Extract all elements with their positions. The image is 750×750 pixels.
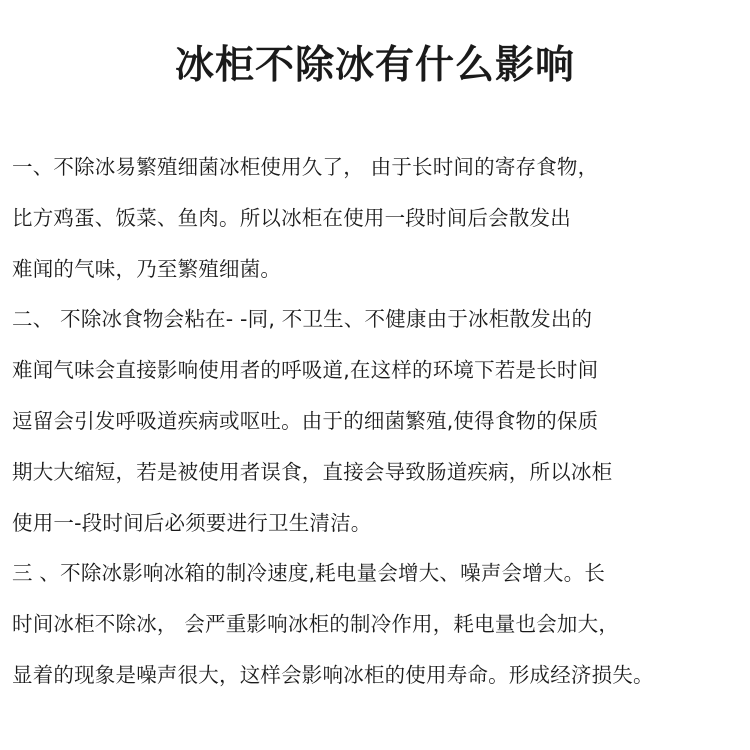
text-line: 一、不除冰易繁殖细菌冰柜使用久了， 由于长时间的寄存食物， (12, 155, 599, 179)
text-line: 三 、不除冰影响冰箱的制冷速度,耗电量会增大、噪声会增大。长 (12, 561, 606, 586)
text-line: 难闻的气味，乃至繁殖细菌。 (12, 256, 282, 281)
text-line: 难闻气味会直接影响使用者的呼吸道,在这样的环境下若是长时间 (12, 358, 599, 383)
text-line: 显着的现象是噪声很大，这样会影响冰柜的使用寿命。形成经济损失。 (12, 662, 654, 687)
text-line: 期大大缩短，若是被使用者误食，直接会导致肠道疾病，所以冰柜 (12, 459, 613, 484)
text-line: 二、 不除冰食物会粘在- -同, 不卫生、不健康由于冰柜散发出的 (12, 307, 593, 332)
text-line: 逗留会引发呼吸道疾病或呕吐。由于的细菌繁殖,使得食物的保质 (12, 408, 599, 433)
page-title: 冰柜不除冰有什么影响 (174, 43, 575, 88)
text-line: 使用一-段时间后必须要进行卫生清洁。 (12, 510, 372, 535)
text-line: 比方鸡蛋、饭菜、鱼肉。所以冰柜在使用一段时间后会散发出 (12, 205, 571, 230)
article-body (12, 142, 748, 701)
text-line: 时间冰柜不除冰， 会严重影响冰柜的制冷作用，耗电量也会加大， (12, 612, 620, 637)
